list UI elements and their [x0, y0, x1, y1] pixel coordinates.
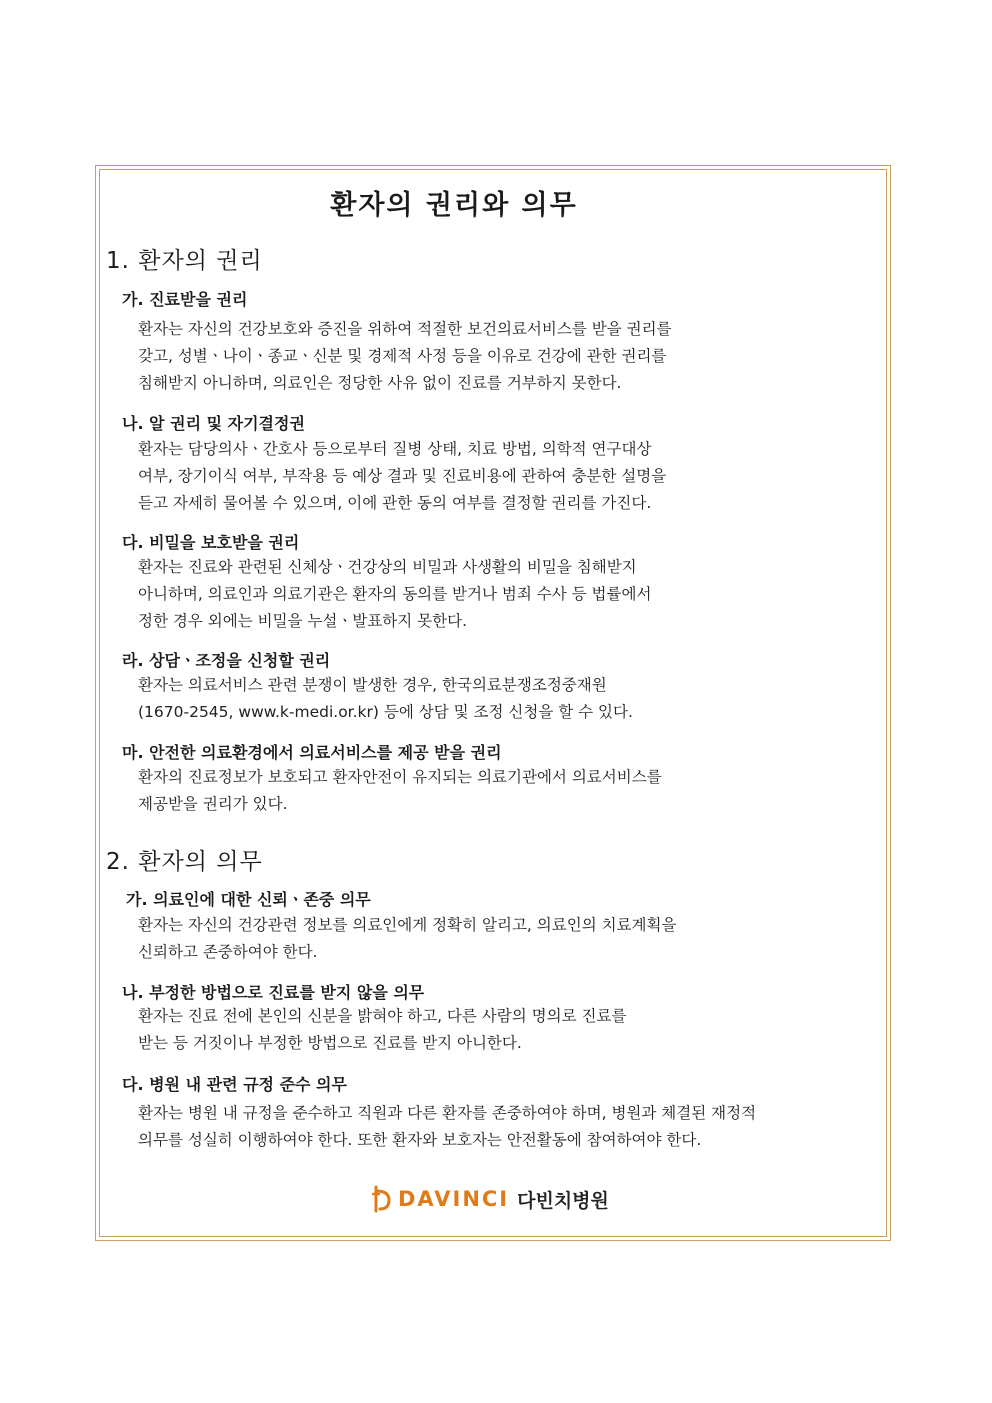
logo-name-en: DAVINCI	[398, 1187, 510, 1211]
text-line: 받는 등 거짓이나 부정한 방법으로 진료를 받지 아니한다.	[138, 1034, 522, 1052]
item-text-right-to-know	[138, 436, 666, 517]
logo-name-ko: 다빈치병원	[517, 1189, 609, 1212]
item-text-honest-treatment	[138, 1003, 626, 1057]
text-line: 갖고, 성별ㆍ나이ㆍ종교ㆍ신분 및 경제적 사정 등을 이유로 건강에 관한 권리를	[138, 347, 667, 365]
item-heading-hospital-rules: 다. 병원 내 관련 규정 준수 의무	[122, 1075, 347, 1094]
item-text-privacy	[138, 554, 651, 635]
text-line: 여부, 장기이식 여부, 부작용 등 예상 결과 및 진료비용에 관하여 충분한 설명을	[138, 467, 667, 485]
text-line: 아니하며, 의료인과 의료기관은 환자의 동의를 받거나 범죄 수사 등 법률에서	[138, 585, 652, 603]
text-line: 신뢰하고 존중하여야 한다.	[138, 943, 318, 961]
text-line: 환자는 진료와 관련된 신체상ㆍ건강상의 비밀과 사생활의 비밀을 침해받지	[138, 558, 637, 576]
text-line: 제공받을 권리가 있다.	[138, 795, 288, 813]
text-line: 환자는 담당의사ㆍ간호사 등으로부터 질병 상태, 치료 방법, 의학적 연구대상	[138, 440, 652, 458]
item-text-treatment	[138, 316, 672, 397]
text-line: 듣고 자세히 물어볼 수 있으며, 이에 관한 동의 여부를 결정할 권리를 가진다.	[138, 494, 652, 512]
item-heading-mediation: 라. 상담ㆍ조정을 신청할 권리	[122, 651, 331, 670]
text-line: 환자는 자신의 건강보호와 증진을 위하여 적절한 보건의료서비스를 받을 권리를	[138, 320, 672, 338]
hospital-logo	[372, 1183, 609, 1215]
item-heading-trust: 가. 의료인에 대한 신뢰ㆍ존중 의무	[126, 890, 371, 909]
davinci-logo-icon	[372, 1185, 392, 1213]
item-heading-right-to-know: 나. 알 권리 및 자기결정권	[122, 414, 305, 433]
text-line: 침해받지 아니하며, 의료인은 정당한 사유 없이 진료를 거부하지 못한다.	[138, 374, 622, 392]
item-heading-safe-environment: 마. 안전한 의료환경에서 의료서비스를 제공 받을 권리	[122, 743, 502, 762]
item-text-mediation	[138, 672, 633, 726]
text-line: 의무를 성실히 이행하여야 한다. 또한 환자와 보호자는 안전활동에 참여하여야 한다.	[138, 1131, 702, 1149]
text-line: (1670-2545, www.k-medi.or.kr) 등에 상담 및 조정 신청을 할 수 있다.	[138, 703, 633, 721]
item-heading-treatment: 가. 진료받을 권리	[122, 290, 248, 309]
text-line: 환자는 진료 전에 본인의 신분을 밝혀야 하고, 다른 사람의 명의로 진료를	[138, 1007, 627, 1025]
section-heading-duties: 2. 환자의 의무	[106, 849, 263, 875]
section-heading-rights: 1. 환자의 권리	[106, 248, 263, 274]
item-heading-honest-treatment: 나. 부정한 방법으로 진료를 받지 않을 의무	[122, 983, 425, 1002]
item-text-trust	[138, 912, 676, 966]
text-line: 환자는 병원 내 규정을 준수하고 직원과 다른 환자를 존중하여야 하며, 병원과 체결된 재정적	[138, 1104, 757, 1122]
text-line: 환자는 자신의 건강관련 정보를 의료인에게 정확히 알리고, 의료인의 치료계획을	[138, 916, 677, 934]
item-text-safe-environment	[138, 764, 662, 818]
text-line: 정한 경우 외에는 비밀을 누설ㆍ발표하지 못한다.	[138, 612, 468, 630]
item-text-hospital-rules	[138, 1100, 756, 1154]
text-line: 환자의 진료정보가 보호되고 환자안전이 유지되는 의료기관에서 의료서비스를	[138, 768, 662, 786]
text-line: 환자는 의료서비스 관련 분쟁이 발생한 경우, 한국의료분쟁조정중재원	[138, 676, 607, 694]
item-heading-privacy: 다. 비밀을 보호받을 권리	[122, 533, 300, 552]
document-title: 환자의 권리와 의무	[330, 190, 578, 221]
